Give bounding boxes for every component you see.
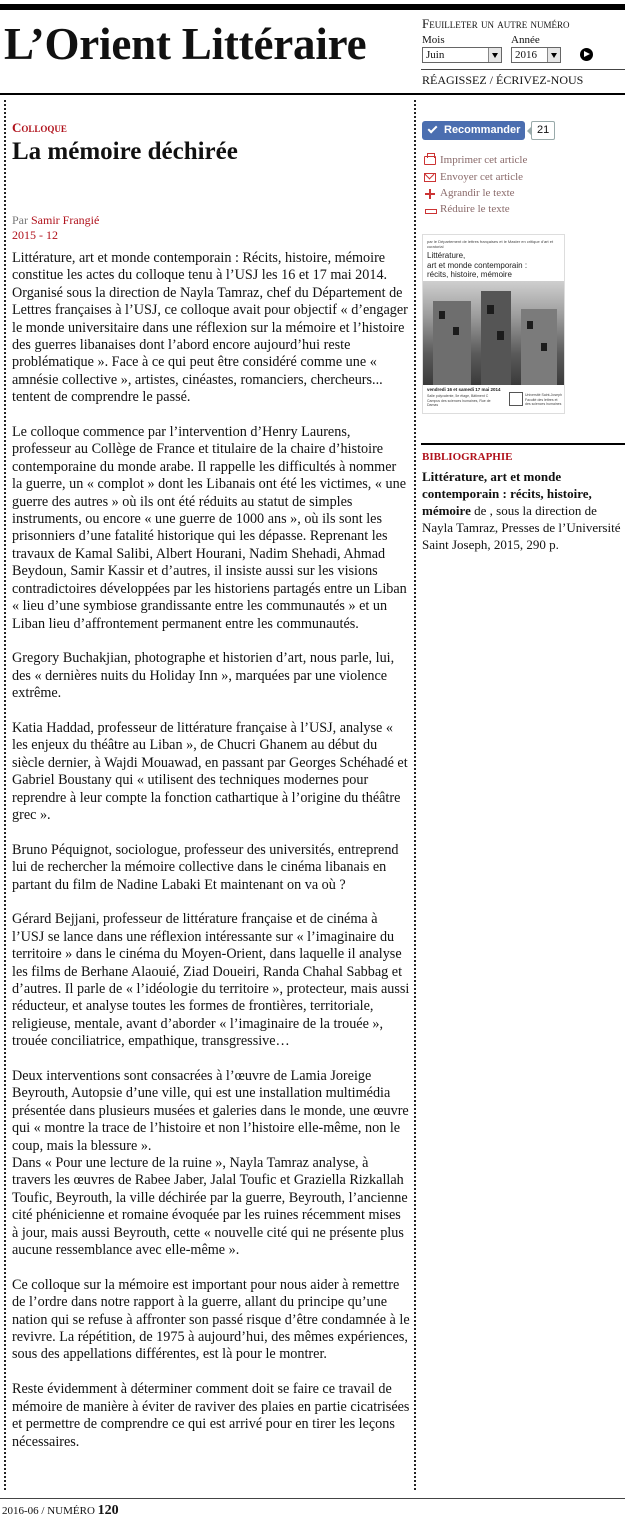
header-bottom-rule	[0, 93, 625, 95]
top-rule	[0, 4, 625, 10]
article-paragraph: Reste évidemment à déterminer comment doit se faire ce travail de mémoire de manière à éviter de raviver des plaies en partie cicatrisées et permettre de comprendre ce qui est arrivé pour en tirer les leçons nécessaires.	[12, 1381, 410, 1450]
byline-prefix: Par	[12, 213, 28, 227]
article-category[interactable]: Colloque	[12, 120, 67, 135]
bibliography-rule	[421, 443, 625, 445]
envelope-icon	[424, 173, 436, 182]
recommend-label: Recommander	[444, 124, 521, 136]
enlarge-text-label: Agrandir le texte	[440, 187, 515, 199]
bibliography-heading: BIBLIOGRAPHIE	[422, 451, 513, 463]
browse-issue-heading: Feuilleter un autre numéro	[422, 16, 570, 31]
ruined-building-photo	[423, 281, 565, 385]
window-shape	[497, 331, 504, 340]
article-title: La mémoire déchirée	[12, 138, 238, 165]
article-paragraph: Bruno Péquignot, sociologue, professeur des universités, entreprend lui de rechercher la mémoire collective dans le cinéma libanais en partant du film de Nadine Labaki Et maintenant on va où ?	[12, 841, 399, 893]
poster-subheading: par le Département de lettres françaises et le Master en critique d’art et curatorial	[427, 239, 554, 249]
year-label: Année	[511, 34, 540, 46]
recommend-count: 21	[531, 121, 555, 140]
issue-label: 2016-06 / NUMÉRO	[2, 1505, 95, 1517]
print-article-label: Imprimer cet article	[440, 154, 528, 166]
minus-icon	[424, 205, 436, 214]
article-paragraph: Gregory Buchakjian, photographe et historien d’art, nous parle, lui, des « dernières nuits du Holiday Inn », marquées par une violence extrême.	[12, 650, 395, 702]
month-label: Mois	[422, 34, 445, 46]
left-dotted-divider	[4, 100, 6, 1490]
go-arrow-icon[interactable]	[580, 48, 593, 61]
poster-venue: Salle polyvalente, 5e étage, Bâtiment C Campus des sciences humaines, Rue de Damas	[427, 394, 491, 407]
building-shape	[481, 291, 511, 385]
window-shape	[439, 311, 445, 319]
article-paragraph: Ce colloque sur la mémoire est important pour nous aider à remettre de l’ordre dans notre rapport à la guerre, allant du principe qu’une nation qui se refuse à affronter son passé risque d’être condamnée à le revivre. La répétition, de 1975 à aujourd’hui, des mêmes expériences, sous des appellations différentes, est là pour le montrer.	[12, 1276, 410, 1363]
reduce-text-label: Réduire le texte	[440, 203, 510, 215]
article-byline	[12, 213, 99, 228]
month-select-value: Juin	[426, 49, 445, 61]
chevron-down-icon	[488, 48, 501, 62]
window-shape	[487, 305, 494, 314]
masthead-logo[interactable]: L’Orient Littéraire	[4, 19, 367, 69]
university-logo-icon	[509, 392, 523, 406]
year-select[interactable]	[511, 47, 561, 63]
article-body	[12, 250, 410, 1468]
poster-date: vendredi 16 et samedi 17 mai 2014	[427, 387, 501, 392]
bibliography-book-title: Littérature, art et monde contemporain : récits, histoire, mémoire	[422, 469, 592, 518]
window-shape	[453, 327, 459, 335]
article-paragraph: Dans « Pour une lecture de la ruine », Nayla Tamraz analyse, à travers les œuvres de Rabee Jaber, Jalal Toufic et Graziella Rizkallah Toufic, Beyrouth, la ville déchirée par la guerre, Beyrouth, l’ancienne cité phénicienne et romaine évoquée par les ruines récemment mises à jour, mais aussi Beyrouth, cette « nouvelle cité qui ne présente plus aucune ressemblance avec elle-même ».	[12, 1155, 408, 1259]
footer-rule	[0, 1498, 625, 1499]
header-divider	[421, 69, 625, 70]
bibliography-details: de , sous la direction de Nayla Tamraz, Presses de l’Université Saint Joseph, 2015, 290 p.	[422, 503, 621, 552]
recommend-button[interactable]	[422, 121, 525, 140]
poster-title-line: art et monde contemporain :	[427, 260, 528, 270]
article-paragraph: Katia Haddad, professeur de littérature française à l’USJ, analyse « les enjeux du théâtre au Liban », de Chucri Ghanem au début du siècle dernier, à Wajdi Mouawad, en passant par Georges Schéhadé et Gabriel Boustany qui « utilisent des techniques modernes pour reprendre à leur compte la fonction cathartique à l’origine du théâtre grec ».	[12, 719, 408, 823]
article-paragraph: Le colloque commence par l’intervention d’Henry Laurens, professeur au Collège de France et titulaire de la chaire d’histoire contemporaine du monde arabe. Il rappelle les difficultés à nommer la guerre, un « complot » dont les Libanais ont été les victimes, « une guerre des autres » où ils ont été réduits au statut de simples instruments, ou encore « une guerre de 1000 ans », où ils sont les prisonniers d’une fatalité historique qui les dépasse. Reprenant les travaux de Kamal Salibi, Albert Hourani, Nadim Shehadi, Ahmad Beydoun, Samir Kassir et d’autres, il insiste aussi sur les visions contradictoires développées par les historiens partagés entre un Liban « lieu d’une symbiose grandissante entre les communautés » et un Liban lieu d’affrontement permanent entre les communautés.	[12, 424, 407, 632]
author-link[interactable]: Samir Frangié	[31, 213, 100, 227]
issue-footer	[2, 1503, 119, 1519]
printer-icon	[424, 156, 436, 165]
article-date: 2015 - 12	[12, 228, 58, 242]
month-select[interactable]	[422, 47, 502, 63]
chevron-down-icon	[547, 48, 560, 62]
send-article-label: Envoyer cet article	[440, 171, 524, 183]
colloquium-poster	[422, 234, 565, 414]
thumbs-up-icon	[428, 124, 438, 134]
poster-institution: Université Saint-Joseph Faculté des lettres et des sciences humaines	[525, 393, 562, 406]
column-dotted-divider	[414, 100, 416, 1490]
poster-title	[427, 251, 563, 280]
article-paragraph: Littérature, art et monde contemporain : Récits, histoire, mémoire constitue les actes du colloque tenu à l’USJ les 16 et 17 mai 2014. Organisé sous la direction de Nayla Tamraz, chef du Département de Lettres françaises à l’USJ, ce colloque avait pour objectif « d’engager le monde universitaire dans une réflexion sur la mémoire et l’histoire des guerres libanaises dont l’abord encore aujourd’hui reste problématique ». Face à ce qui peut être considéré comme une « amnésie collective », artistes, cinéastes, romanciers, chercheurs... tentent de comprendre le passé.	[12, 250, 408, 406]
window-shape	[527, 321, 533, 329]
article-paragraph: Gérard Bejjani, professeur de littérature française et de cinéma à l’USJ se lance dans une réflexion intéressante sur « l’imaginaire du territoire » dans le cinéma du Moyen-Orient, dans laquelle il analyse les films de Berhane Alaouié, Ziad Doueiri, Randa Chahal Sabbag et d’autres. Il parle de « l’idéologie du territoire », protecteur, mais aussi réducteur, et analyse toutes les formes de frontières, territoriale, religieuse, mentale, avant d’aborder « l’imaginaire de la trouée », trouée conciliatrice, empathique, transgressive…	[12, 911, 410, 1050]
poster-title-line: récits, histoire, mémoire	[427, 270, 512, 279]
bibliography-entry	[422, 468, 624, 553]
year-select-value: 2016	[515, 49, 537, 61]
poster-title-line: Littérature,	[427, 251, 466, 260]
plus-icon	[424, 189, 436, 198]
feedback-link[interactable]: RÉAGISSEZ / ÉCRIVEZ-NOUS	[422, 73, 584, 87]
issue-number: 120	[97, 1503, 119, 1518]
window-shape	[541, 343, 547, 351]
article-paragraph: Deux interventions sont consacrées à l’œuvre de Lamia Joreige Beyrouth, Autopsie d’une ville, qui est une installation multimédia présentée dans plusieurs musées et galeries dans le monde, une œuvre qui « montre la trace de l’histoire et non l’histoire elle-même, non le coup, mais la blessure ».	[12, 1068, 409, 1154]
